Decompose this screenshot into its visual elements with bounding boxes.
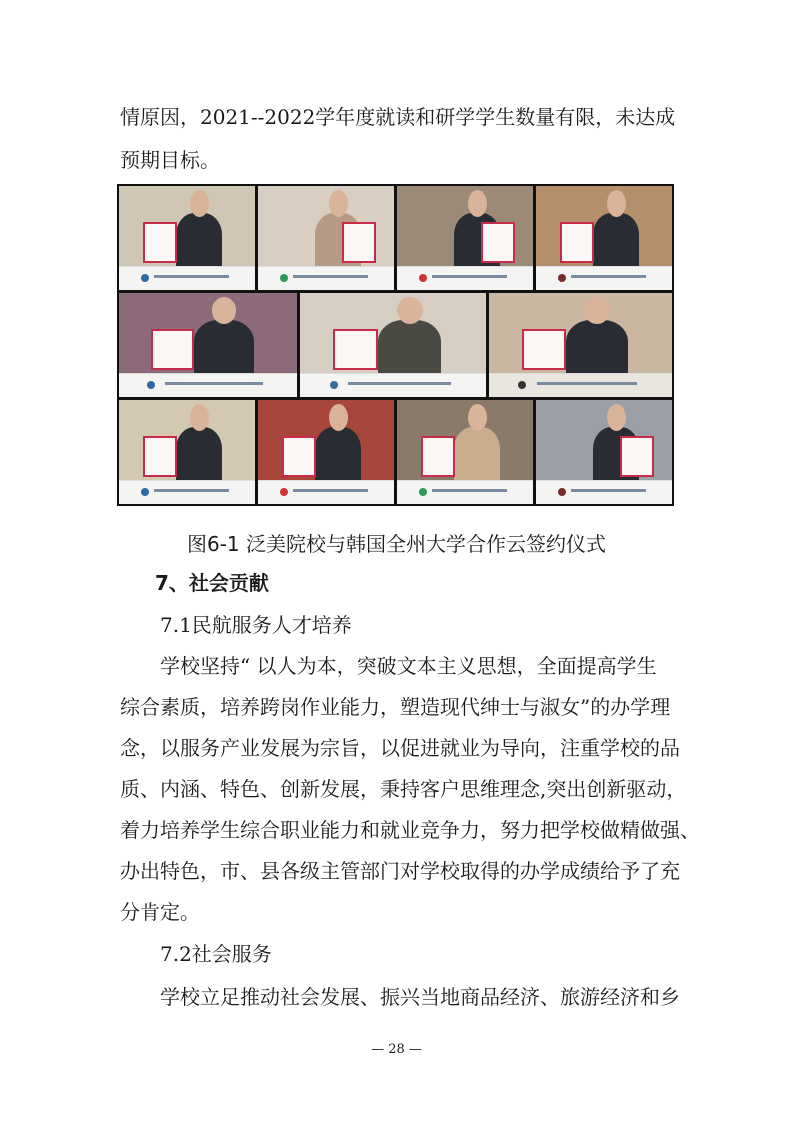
video-tile [397, 186, 533, 290]
paragraph-line: 学校坚持“ 以人为本，突破文本主义思想，全面提高学生 [160, 654, 657, 678]
paragraph-line: 着力培养学生综合职业能力和就业竞争力，努力把学校做精做强、 [120, 818, 700, 842]
paragraph-line: 质、内涵、特色、创新发展，秉持客户思维理念,突出创新驱动， [120, 777, 687, 801]
video-tile [397, 400, 533, 504]
paragraph-line: 念，以服务产业发展为宗旨，以促进就业为导向，注重学校的品 [120, 736, 680, 760]
video-tile [258, 186, 394, 290]
video-tile [119, 400, 255, 504]
section-heading: 7、社会贡献 [155, 571, 269, 595]
video-tile [536, 400, 672, 504]
paragraph-line: 预期目标。 [120, 148, 220, 172]
paragraph-line: 办出特色，市、县各级主管部门对学校取得的办学成绩给予了充 [120, 859, 680, 883]
subsection-title: 7.2社会服务 [160, 942, 272, 966]
video-tile [119, 293, 297, 397]
paragraph-line: 综合素质，培养跨岗作业能力，塑造现代绅士与淑女”的办学理 [120, 695, 671, 719]
signing-ceremony-photo [117, 184, 674, 506]
video-tile [258, 400, 394, 504]
video-tile [489, 293, 672, 397]
paragraph-line: 情原因，2021--2022学年度就读和研学学生数量有限，未达成 [120, 105, 676, 129]
paragraph-line: 学校立足推动社会发展、振兴当地商品经济、旅游经济和乡 [160, 985, 680, 1009]
video-tile [300, 293, 486, 397]
figure-caption: 图6-1 泛美院校与韩国全州大学合作云签约仪式 [186, 532, 607, 556]
video-tile [536, 186, 672, 290]
subsection-title: 7.1民航服务人才培养 [160, 613, 352, 637]
video-tile [119, 186, 255, 290]
page-number: — 28 — [371, 1042, 422, 1057]
paragraph-line: 分肯定。 [120, 900, 200, 924]
